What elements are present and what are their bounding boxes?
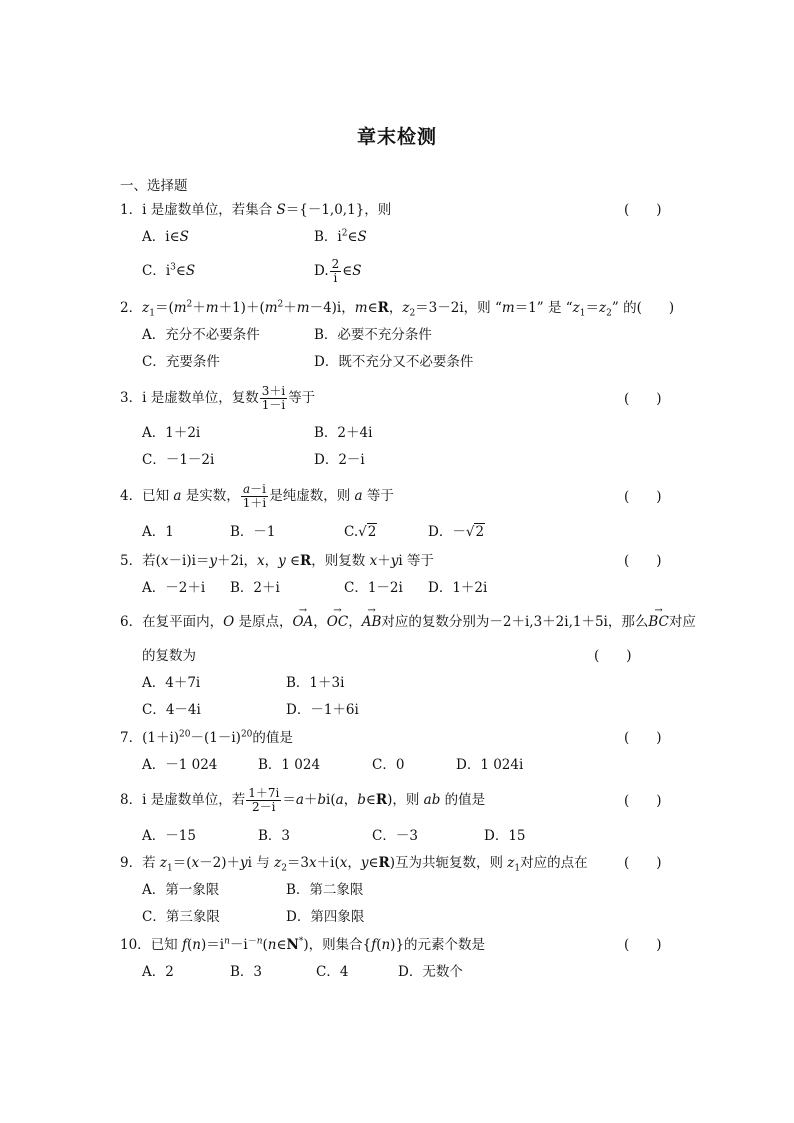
q6-option-b: B．1＋3i <box>286 675 345 691</box>
question-7: 7．$(1+i)^{20}-(1-i)^{20}$的值是 <box>120 729 293 746</box>
question-8: 8．i 是虚数单位，若 $\frac{1+7i}{2-i}$ ＝a＋bi(a，b∈R)，则 ab 的值是 <box>120 786 486 814</box>
fraction: $\frac{3+i}{1-i}$ <box>261 384 286 412</box>
q2-option-b: B．必要不充分条件 <box>314 327 432 343</box>
answer-blank-8: ( ) <box>624 793 662 809</box>
answer-blank-3: ( ) <box>624 391 662 407</box>
q7-option-a: A．－1 024 <box>142 757 218 773</box>
q10-option-b: B．3 <box>230 964 263 980</box>
q9-option-a: A．第一象限 <box>142 882 220 898</box>
q6-option-a: A．4＋7i <box>142 675 201 691</box>
question-1: 1．i 是虚数单位，若集合 S＝{－1,0,1}，则 <box>120 202 392 218</box>
question-6: 6．在复平面内，O 是原点，→ OA，→ OC，→ AB对应的复数分别为－2＋i,3＋2i,1＋5i，那么→ BC对应 <box>120 613 696 631</box>
q4-option-a: A．1 <box>142 524 174 540</box>
q4-option-b: B．－1 <box>230 524 276 540</box>
question-10: 10．已知 $f(n)=i^n-i^{-n}(n\in N^*)$，则集合{f(n)}的元素个数是 <box>120 936 486 953</box>
q8-option-a: A．－15 <box>142 828 196 844</box>
q7-option-b: B．1 024 <box>258 757 321 773</box>
q3-option-a: A．1＋2i <box>142 425 201 441</box>
q5-option-c: C．1－2i <box>344 580 403 596</box>
question-3: 3．i 是虚数单位，复数 $\frac{3+i}{1-i}$ 等于 <box>120 384 316 412</box>
question-2: 2．$z_1=(m^2+m+1)+(m^2+m-4)i$，m∈R，$z_2=3-2i$，则 “m＝1” 是 “$z_1=z_2$” 的( ) <box>120 299 675 319</box>
answer-blank-9: ( ) <box>624 855 662 871</box>
q8-option-d: D．15 <box>484 828 526 844</box>
answer-blank-10: ( ) <box>624 937 662 953</box>
question-5: 5．若(x－i)i＝y＋2i，x，y ∈R，则复数 x＋yi 等于 <box>120 553 434 569</box>
q9-option-c: C．第三象限 <box>142 909 220 925</box>
q10-option-c: C．4 <box>316 964 349 980</box>
q8-option-c: C．－3 <box>372 828 418 844</box>
fraction: $\frac{2}{i}$ <box>331 257 340 285</box>
q6-option-d: D．－1＋6i <box>286 702 359 718</box>
fraction: $\frac{a-i}{1+i}$ <box>242 482 267 510</box>
q1-option-b: B．$i^2\in S$ <box>314 228 367 245</box>
q5-option-d: D．1＋2i <box>428 580 488 596</box>
q3-option-c: C．－1－2i <box>142 452 215 468</box>
q9-option-b: B．第二象限 <box>286 882 364 898</box>
q9-option-d: D．第四象限 <box>286 909 365 925</box>
section-heading: 一、选择题 <box>120 178 188 194</box>
answer-blank-5: ( ) <box>624 553 662 569</box>
q7-option-c: C．0 <box>372 757 405 773</box>
fraction: $\frac{1+7i}{2-i}$ <box>248 786 280 814</box>
q10-option-d: D．无数个 <box>398 964 463 980</box>
q1-option-c: C．$i^3\in S$ <box>142 262 196 279</box>
q10-option-a: A．2 <box>142 964 174 980</box>
q5-option-b: B．2＋i <box>230 580 280 596</box>
answer-blank-7: ( ) <box>624 730 662 746</box>
question-4: 4．已知 a 是实数， $\frac{a-i}{1+i}$ 是纯虚数，则 a 等于 <box>120 482 394 510</box>
q5-option-a: A．－2＋i <box>142 580 206 596</box>
q4-option-d: D．－√2 <box>428 524 485 540</box>
question-9: 9．若 $z_1=(x-2)+yi$ 与 $z_2=3x+i(x$，y∈R)互为共轭复数，则 $z_1$对应的点在 <box>120 855 588 874</box>
q2-option-d: D．既不充分又不必要条件 <box>314 354 474 370</box>
q4-option-c: C.√2 <box>344 524 377 540</box>
answer-blank-1: ( ) <box>624 202 662 218</box>
q8-option-b: B．3 <box>258 828 291 844</box>
q2-option-c: C．充要条件 <box>142 354 220 370</box>
q2-option-a: A．充分不必要条件 <box>142 327 260 343</box>
q1-option-a: A．i∈S <box>142 229 189 245</box>
q7-option-d: D．1 024i <box>456 757 524 773</box>
answer-blank-4: ( ) <box>624 489 662 505</box>
q1-option-d: D. $\frac{2}{i}$ ∈S <box>314 257 362 285</box>
q6-option-c: C．4－4i <box>142 702 201 718</box>
question-6-continued: 的复数为 <box>142 648 196 664</box>
answer-blank-6: ( ) <box>594 648 632 664</box>
q3-option-b: B．2＋4i <box>314 425 373 441</box>
page-title: 章末检测 <box>356 126 437 148</box>
q3-option-d: D．2－i <box>314 452 365 468</box>
